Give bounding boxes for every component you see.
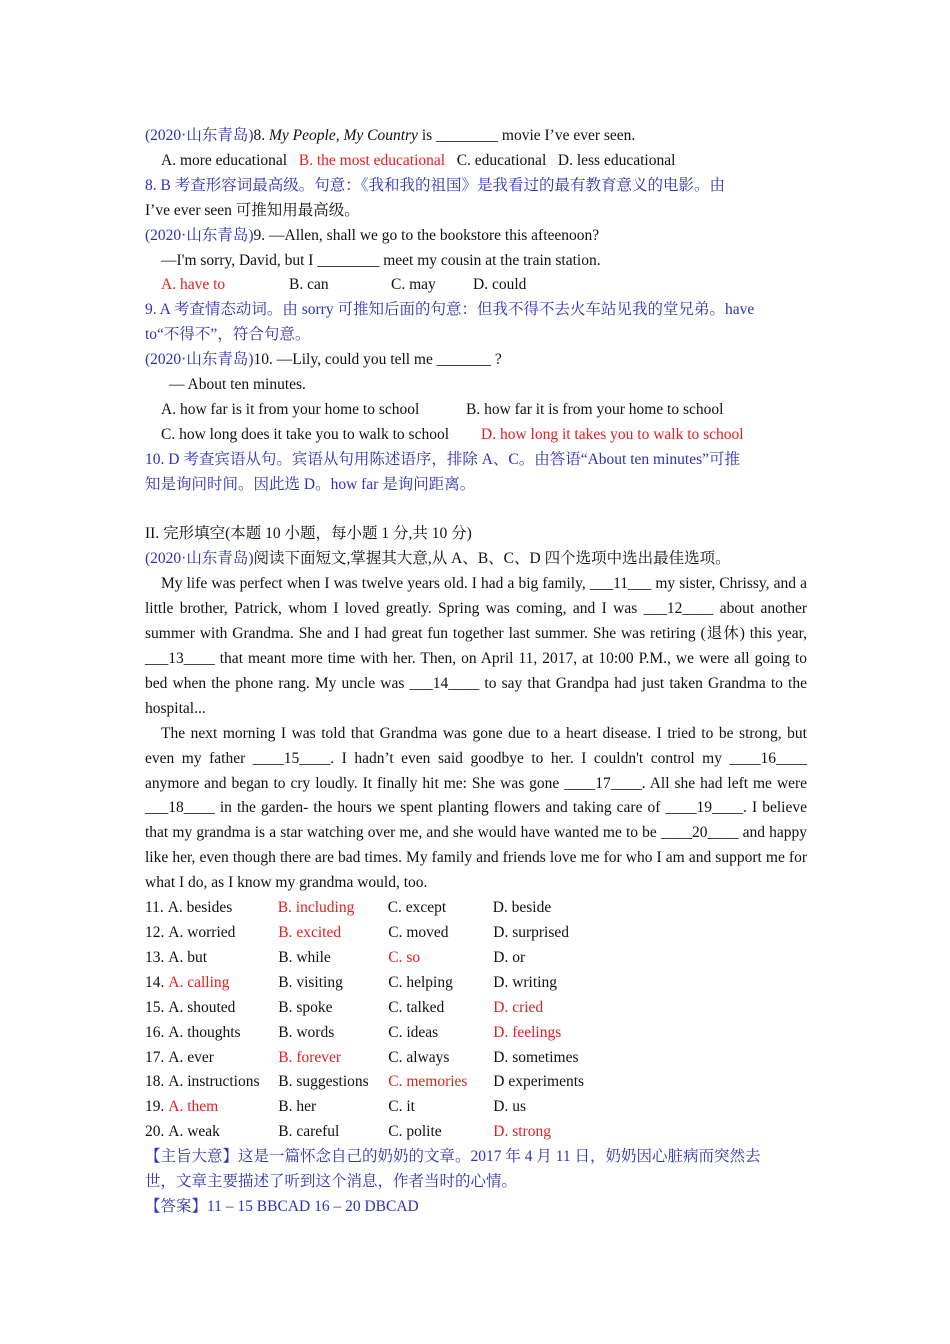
choice-option-c: C. polite bbox=[388, 1123, 442, 1141]
choice-number: 11. bbox=[145, 899, 168, 917]
q9-option-b: B. can bbox=[289, 276, 329, 294]
q8-option-c: C. educational bbox=[456, 151, 547, 169]
q8-movie-title: My People, My Country bbox=[269, 127, 418, 144]
choice-option-c: C. ideas bbox=[388, 1023, 439, 1041]
q8-option-b: B. the most educational bbox=[298, 151, 446, 169]
choice-option-b: B. suggestions bbox=[278, 1073, 369, 1091]
q10-explanation-line1: 10. D 考查宾语从句。宾语从句用陈述语序，排除 A、C。由答语“About ten minutes”可推 bbox=[145, 450, 741, 468]
choice-option-a: A. thoughts bbox=[168, 1023, 241, 1041]
q8-explanation-line1: 8. B 考查形容词最高级。句意：《我和我的祖国》是我看过的最有教育意义的电影。由 bbox=[145, 176, 725, 194]
q9-explanation-line1: 9. A 考查情态动词。由 sorry 可推知后面的句意：但我不得不去火车站见我的堂兄弟。have bbox=[145, 301, 755, 319]
answer-key: 【答案】11 – 15 BBCAD 16 – 20 DBCAD bbox=[145, 1197, 419, 1215]
choice-option-d: D. feelings bbox=[493, 1023, 562, 1041]
q9-stem: (2020·山东青岛)9. —Allen, shall we go to the bookstore this afteenoon? bbox=[145, 226, 600, 244]
q9-stem-reply: —I'm sorry, David, but I ________ meet my cousin at the train station. bbox=[161, 251, 601, 269]
q8-option-a: A. more educational bbox=[161, 151, 288, 169]
q8-option-d: D. less educational bbox=[557, 151, 676, 169]
q9-option-d: D. could bbox=[473, 276, 527, 294]
choice-option-c: C. helping bbox=[388, 973, 453, 991]
choice-number: 19. bbox=[145, 1098, 169, 1116]
document-page bbox=[145, 124, 807, 1220]
section-source: (2020·山东青岛) bbox=[145, 550, 254, 568]
choice-option-b: B. spoke bbox=[278, 998, 333, 1016]
choice-option-a: A. worried bbox=[168, 923, 236, 941]
choice-option-b: B. her bbox=[278, 1098, 317, 1116]
q8-stem: (2020·山东青岛)8. My People, My Country is ________ movie I’ve ever seen. bbox=[145, 127, 636, 144]
choice-option-d: D. surprised bbox=[493, 923, 570, 941]
section-heading: II. 完形填空(本题 10 小题，每小题 1 分,共 10 分) bbox=[145, 525, 472, 543]
choice-number: 16. bbox=[145, 1023, 169, 1041]
passage-paragraph-1: My life was perfect when I was twelve years old. I had a big family, ___11___ my sister, Chrissy, and a little brother, Patrick, whom I loved greatly. Spring was coming, and I was ___12____ about another summer with Grandma. She and I had great fun together last summer. She was retiring (退休) this year, ___13____ that meant more time with her. Then, on April 11, 2017, at 10:00 P.M., we were all going to bed when the phone rang. My uncle was ___14____ to say that Grandpa had just taken Grandma to the hospital... bbox=[145, 575, 807, 717]
q9-explanation-line2: to“不得不”，符合句意。 bbox=[145, 326, 311, 344]
section-instruction: (2020·山东青岛)阅读下面短文,掌握其大意,从 A、B、C、D 四个选项中选出最佳选项。 bbox=[145, 550, 731, 568]
q10-source: (2020·山东青岛) bbox=[145, 351, 254, 369]
choice-option-a: A. instructions bbox=[168, 1073, 260, 1091]
choice-option-d: D. us bbox=[493, 1098, 526, 1116]
choice-option-b: B. words bbox=[278, 1023, 335, 1041]
choice-row bbox=[145, 896, 807, 921]
choice-option-b: B. visiting bbox=[278, 973, 343, 991]
q8-explanation-line2: I’ve ever seen 可推知用最高级。 bbox=[145, 201, 360, 219]
choice-row bbox=[145, 1070, 807, 1095]
choice-option-b: B. including bbox=[277, 899, 355, 917]
q9-source: (2020·山东青岛) bbox=[145, 226, 254, 244]
choice-option-d: D. beside bbox=[492, 899, 552, 917]
choice-row bbox=[145, 1095, 807, 1120]
choice-option-a: A. them bbox=[168, 1098, 219, 1116]
choice-option-d: D. writing bbox=[493, 973, 557, 991]
q9-options bbox=[145, 273, 807, 298]
choice-list bbox=[145, 896, 807, 1145]
choice-option-d: D experiments bbox=[493, 1073, 585, 1091]
choice-option-d: D. cried bbox=[493, 998, 544, 1016]
choice-option-c: C. memories bbox=[388, 1073, 468, 1091]
choice-row bbox=[145, 1021, 807, 1046]
choice-option-a: A. ever bbox=[168, 1048, 214, 1066]
choice-option-a: A. besides bbox=[167, 899, 233, 917]
q10-stem: (2020·山东青岛)10. —Lily, could you tell me _______ ? bbox=[145, 351, 502, 369]
spacer bbox=[145, 498, 807, 523]
q10-stem-reply: — About ten minutes. bbox=[169, 376, 306, 394]
choice-option-c: C. moved bbox=[388, 923, 449, 941]
choice-number: 17. bbox=[145, 1048, 169, 1066]
q10-option-d: D. how long it takes you to walk to school bbox=[481, 425, 744, 443]
passage-paragraph-2: The next morning I was told that Grandma was gone due to a heart disease. I tried to be strong, but even my father ____15____. I hadn’t even said goodbye to her. I couldn't control my ____16____ anymore and began to cry loudly. It finally hit me: She was gone ____17____. All she had left me were ___18____ in the garden- the hours we spent planting flowers and taking care of ____19____. I believe that my grandma is a star watching over me, and she would have wanted me to be ____20____ and happy like her, even though there are bad times. My family and friends love me for who I am and support me for what I do, as I know my grandma would, too. bbox=[145, 724, 807, 892]
choice-option-d: D. strong bbox=[493, 1123, 551, 1141]
q8-source: (2020·山东青岛) bbox=[145, 127, 254, 144]
choice-option-a: A. calling bbox=[168, 973, 230, 991]
q8-options bbox=[145, 149, 807, 174]
choice-number: 14. bbox=[145, 973, 169, 991]
choice-row bbox=[145, 971, 807, 996]
q9-option-a: A. have to bbox=[161, 276, 226, 294]
choice-option-c: C. so bbox=[388, 948, 421, 966]
q10-option-a: A. how far is it from your home to school bbox=[161, 400, 420, 418]
q9-option-c: C. may bbox=[391, 276, 436, 294]
choice-number: 18. bbox=[145, 1073, 169, 1091]
summary-line2: 世，文章主要描述了听到这个消息，作者当时的心情。 bbox=[145, 1173, 518, 1191]
choice-row bbox=[145, 1046, 807, 1071]
choice-option-c: C. always bbox=[388, 1048, 450, 1066]
choice-option-a: A. but bbox=[168, 948, 207, 966]
summary-line1: 【主旨大意】这是一篇怀念自己的奶奶的文章。2017 年 4 月 11 日，奶奶因心脏病而突然去 bbox=[145, 1148, 761, 1166]
choice-row bbox=[145, 996, 807, 1021]
q10-options-row2 bbox=[145, 423, 807, 448]
choice-option-a: A. shouted bbox=[168, 998, 236, 1016]
choice-option-b: B. while bbox=[278, 948, 331, 966]
choice-option-d: D. sometimes bbox=[493, 1048, 579, 1066]
choice-row bbox=[145, 1120, 807, 1145]
q10-option-c: C. how long does it take you to walk to school bbox=[161, 425, 450, 443]
q10-explanation-line2: 知是询问时间。因此选 D。how far 是询问距离。 bbox=[145, 475, 476, 493]
choice-option-c: C. talked bbox=[388, 998, 445, 1016]
choice-option-a: A. weak bbox=[168, 1123, 220, 1141]
choice-option-b: B. excited bbox=[278, 923, 342, 941]
choice-option-c: C. it bbox=[388, 1098, 415, 1116]
q10-option-b: B. how far it is from your home to school bbox=[466, 400, 724, 418]
choice-option-b: B. careful bbox=[278, 1123, 340, 1141]
q10-options-row1 bbox=[145, 398, 807, 423]
choice-option-b: B. forever bbox=[278, 1048, 342, 1066]
choice-number: 12. bbox=[145, 923, 169, 941]
choice-option-c: C. except bbox=[387, 899, 447, 917]
choice-number: 15. bbox=[145, 998, 169, 1016]
choice-number: 20. bbox=[145, 1123, 169, 1141]
choice-number: 13. bbox=[145, 948, 169, 966]
choice-option-d: D. or bbox=[493, 948, 526, 966]
choice-row bbox=[145, 946, 807, 971]
choice-row bbox=[145, 921, 807, 946]
